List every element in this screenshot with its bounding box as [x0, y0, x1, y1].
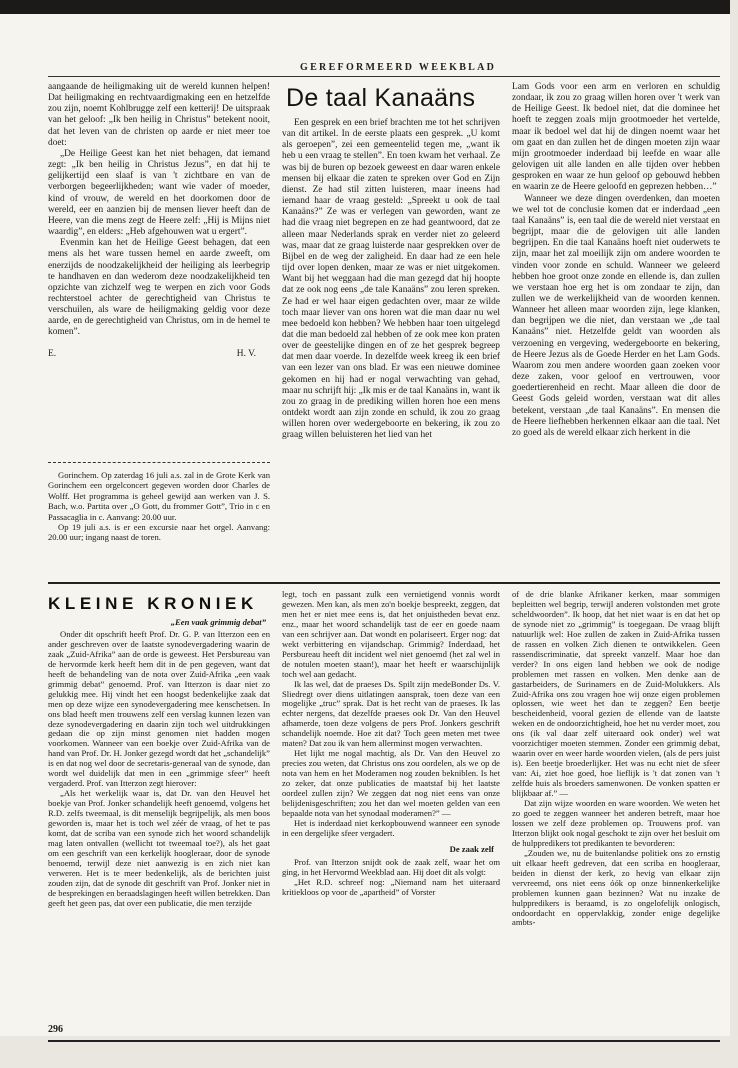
paragraph: Onder dit opschrift heeft Prof. Dr. G. P. van Itterzon een en ander geschreven over de laatste synodevergadering waarin de zaak „Zuid-Afrika” aan de orde is geweest. Het Persbureau van de hervormde kerk heeft hem dit in de pen gegeven, want dat heeft de behandeling van de nota over Zuid-Afrika „een vaak grimmig debat” genoemd. Prof. van Itterzon is daar niet zo gelukkig mee. Hij vindt het een hoogst bedenkelijke zaak dat men op deze wijze een synodevergadering mee kenschetsen. In ons blad heeft men trouwens zelf een verslag kunnen lezen van deze synodevergadering en daarin zijn toch wel uitdrukkingen gedaan die op zijn minst genomen niet hadden mogen voorkomen. Wanneer van een boekje over Zuid-Afrika van de hand van Prof. Dr. H. Jonker gezegd wordt dat het „schandelijk” is en dat nog wel door de secretaris-generaal van de synode, dan wordt wel duidelijk dat men in een „grimmige sfeer” heeft vergaderd. Prof. van Itterzon zegt hierover:: [48, 628, 270, 789]
paragraph: Het is inderdaad niet kerkopbouwend wanneer een synode in een dergelijke sfeer vergadert.: [282, 817, 500, 838]
scan-edge-right: [730, 0, 738, 1068]
column-1-previous-article: [48, 82, 270, 458]
paragraph: „De Heilige Geest kan het niet behagen, dat iemand zegt: „Ik ben heilig in Christus Jezus”, en dat hij te gelijkertijd een slaaf is van 't zichtbare en van de verborgen begeerlijkheden; want wie vader of moeder, kind of vrouw, de wereld en het doorkomen door de wereld, eer en aanzien bij de mensen liever heeft dan de Heere, van die mens zegt de Heere zelf: „Hij is Mijns niet waardig”, en elders: „Heb afgehouwen wat u ergert”.: [48, 148, 270, 238]
kroniek-column-1: [48, 618, 270, 1018]
paragraph: legt, toch en passant zulk een vernietigend vonnis wordt gewezen. Men kan, als men zo'n boekje bespreekt, zeggen, dat men het er niet mee eens is, dat het onjuistheden bevat enz. enz., maar het woord schandelijk tast de eer en goede naam van een schrijver aan. Dat wondt en polariseert. Erger nog: dat wekt verbittering en vijandschap. Grimmig? Inderdaad, het Persbureau heeft dit incident wel niet genoemd (het zal wel in de notulen moeten staan!), maar het heeft er waarschijnlijk toch wel aan gedacht.: [282, 590, 500, 679]
paragraph: „Als het werkelijk waar is, dat Dr. van den Heuvel het boekje van Prof. Jonker schandelijk heeft genoemd, volgens het R.D. zelfs tweemaal, is dit menselijk begrijpelijk, als men boos geworden is, maar het is toch wel zéér de vraag, of het te pas komt, dat de scriba van een synode zich het woord schandelijk mag laten ontvallen (wellicht tot tweemaal toe?), als het gaat om een geschrift van een kerkelijk hoogleraar, door de synode benoemd, terwijl deze niet aanwezig is en zich niet kan verweren. Het is te meer bedenkelijk, als de berichten juist zouden zijn, dat de synode dit geschrift van Prof. Jonker niet in de besprekingen en beraadslagingen heeft willen betrekken. Dan geeft het geen pas, dat over een publicatie, die men terzijde: [48, 788, 270, 908]
column-3-article: [512, 82, 720, 574]
header-rule: [48, 76, 720, 77]
paragraph: Het lijkt me nogal machtig, als Dr. Van den Heuvel zo precies zou weten, dat Christus ons zou oordelen, als we op de nota van hem en het Moderamen nog zouden bekniblen. Is het zo zeker, dat onze publicaties de maatstaf bij het laatste oordeel zullen zijn? We zeggen dat nog niet eens van onze belijdenisgeschriften; zou het dan wel moeten gelden van een bepaalde nota van het synodaal moderamen?” —: [282, 748, 500, 818]
notice-paragraph: Gorinchem. Op zaterdag 16 juli a.s. zal in de Grote Kerk van Gorinchem een orgelconcert gegeven worden door Charles de Wolff. Het programma is geheel gewijd aan werken van J. S. Bach, w.o. Partita over „O Gott, du frommer Gott”, Trio in c en Passacaglia in c. Aanvang: 20.00 uur.: [48, 470, 270, 522]
signature-left: E.: [48, 348, 57, 359]
kroniek-title: KLEINE KRONIEK: [48, 594, 258, 613]
paragraph: Wanneer we deze dingen overdenken, dan moeten we wel tot de conclusie komen dat er inderdaad „een taal Kanaäns” is, een taal die de wereld niet verstaat en begrijpt, maar die de gelovigen uit alle landen begrijpen. En die taal Kanaäns hoeft niet ouderwets te zijn, maar het zal moeilijk zijn om andere woorden te vinden voor zonde en schuld. Wanneer we geleerd hebben hoe groot onze zonde en ellende is, dan zullen we verstaan hoe erg het is om zondaar te zijn, dan zullen we de werkelijkheid van de woorden kennen. Wanneer het alleen maar woorden zijn, lege klanken, dan begrijpen we die niet, dan verstaan we „de taal Kanaäns” niet. Hetzelfde geldt van woorden als verzoening en vergeving, wedergeboorte en bekering, de Heere Jezus als de Goede Herder en het Lam Gods. Waarom zou men andere woorden gaan zoeken voor deze zaken, voor geloof en vertrouwen, voor goedertierenheid en recht. Maar alleen die door de Geest Gods geleid worden, verstaan wat dit alles betekent, verstaan „de taal Kanaäns”. En mensen die de Heere liefhebben herkennen elkaar aan die taal. Net zo goed als de wereld elkaar zich herkent in die: [512, 193, 720, 438]
column-2-article: [282, 82, 500, 574]
paragraph: Dat zijn wijze woorden en ware woorden. We weten het zo goed te zeggen wanneer het anderen betreft, maar hoe lossen we zelf deze problemen op. Trouwens prof. van Itterzon blijkt ook nogal geschokt te zijn over het besluit om de hulppredikers tot predikanten te bevorderen:: [512, 798, 720, 848]
paragraph: Prof. van Itterzon snijdt ook de zaak zelf, waar het om ging, in het Hervormd Weekblad aan. Hij doet dit als volgt:: [282, 856, 500, 877]
section-subhead: De zaak zelf: [449, 843, 494, 854]
section-rule: [48, 582, 720, 584]
paragraph: aangaande de heiligmaking uit de wereld kunnen helpen! Dat heiligmaking en rechtvaardigmaking een en hetzelfde zou zijn, noemt Kohlbrugge zelf een ketterij! De uitspraak van het geloof: „Ik ben heilig in Christus” betekent nooit, dat het leven van de christen op aarde er niet meer toe doet:: [48, 82, 270, 148]
kroniek-column-3: [512, 590, 720, 1020]
article-title: De taal Kanaäns: [286, 84, 476, 112]
kroniek-subtitle: „Een vaak grimmig debat”: [170, 618, 266, 627]
concert-notice: [48, 470, 270, 543]
notice-paragraph: Op 19 juli a.s. is er een excursie naar het orgel. Aanvang: 20.00 uur; ingang naast de toren.: [48, 522, 270, 543]
signature-right: H. V.: [236, 348, 256, 359]
page-number: 296: [48, 1024, 63, 1035]
paragraph: Lam Gods voor een arm en verloren en schuldig zondaar, ik zou zo graag willen horen over 't werk van de Heilige Geest. Ik bedoel niet, dat die dominee het hoeft te zeggen zoals mijn grootmoeder het vertelde, maar ik bedoel wel dat hij de dingen noemt waar het om gaat en dan zullen het de dingen moeten zijn waar mijn grootmoeder inderdaad bij leefde en waar alle gelovigen uit alle landen en alle tijden over hebben gesproken en waar ze hun geloof op gebouwd hebben en waarin ze de Heere geloofd en geprezen hebben…”: [512, 82, 720, 193]
paragraph: Een gesprek en een brief brachten me tot het schrijven van dit artikel. In de eerste plaats een gesprek. „U komt als geroepen”, zei een gemeentelid tegen me, „want ik heb u een vraag te stellen”. En toen kwam het verhaal. Ze was bij de buren op bezoek geweest en daar waren enkele mensen bij elkaar die zaten te spreken over God en Zijn dienst. Ze had stil zitten luisteren, maar ineens had iemand haar de vraag gesteld: „Spreekt u ook de taal Kanaäns?” Ze was er verlegen van geworden, want ze had die vraag niet begrepen en ze had geantwoord, dat ze alleen maar Nederlands sprak en verder niet zo geleerd was, maar dat ze graag luisterde naar gesprekken over de Bijbel en de weg der zaligheid. En daar had ze een hele tijd over lopen denken, maar ze was er niet uitgekomen. Want bij het weggaan had die man gezegd dat hij hoopte dat ze ook nog eens „de tale Kanaäns” zou leren spreken. Ze had er wel haar eigen gedachten over, maar ze wilde toch maar liever van ons horen wat die man daar nu wel mee bedoeld kon hebben? We hebben haar toen uitgelegd dat die man bedoeld zal hebben of ze ook mee kon praten over de geestelijke dingen en of ze het gesprek begreep dat men daar voerde. In dezelfde week kreeg ik een brief van een lezer van ons blad. Er was een nieuwe dominee gekomen en hij had er nogal verwachting van gehad, maar nu schrijft hij: „Ik mis er de taal Kanaäns in, want ik zou zo graag in de prediking willen horen hoe een mens ontdekt wordt aan zijn zonde en schuld, ik zou zo graag willen horen over wedergeboorte en bekering, ik zou zo graag willen beluisteren het lied van het: [282, 118, 500, 441]
footer-rule: [48, 1040, 720, 1042]
paragraph: Evenmin kan het de Heilige Geest behagen, dat een mens als het ware tussen hemel en aarde zweeft, om enerzijds de noodzakelijkheid der heiliging als leerbegrip te handhaven en dan wederom deze noodzakelijkheid ten opzichte van zichzelf weg te werpen en zich voor Gods rechterstoel achter de gerechtigheid van Christus te verschuilen, als ware de heiligmaking geldig voor deze aarde, en de gerechtigheid van Christus, om in de hemel te komen”.: [48, 238, 270, 338]
dashed-divider: [48, 462, 270, 463]
paragraph: „Zouden we, nu de buitenlandse politiek ons zo ernstig uit elkaar heeft gedreven, dat een scriba en hoogleraar, beiden in dienst der kerk, zo hevig van elkaar zijn vervreemd, ons niet eens óók op onze binnenkerkelijke problemen kunnen gaan bezinnen? Wat nu inzake de hulppredikers is beraamd, is zo ongelofelijk onlogisch, ondoordacht en oppervlakkig, zonder enige degelijke ambts-: [512, 847, 720, 928]
kroniek-column-2: [282, 590, 500, 1020]
paragraph: Ik las wel, dat de praeses Ds. Spilt zijn medeBonder Ds. V. Sliedregt over diens uitlatingen aansprak, toen deze van een mogelijke „truc” sprak. Dat is het recht van de praeses. Ik las echter nergens, dat dezelfde praeses ook Dr. Van den Heuvel afhamerde, toen deze volgens de pers Prof. Jonkers geschrift schandelijk noemde. Hoe zit dat? Toch geen meten met twee maten? Dat zou ik van hem allerminst mogen verwachten.: [282, 678, 500, 749]
paragraph: „Het R.D. schreef nog: „Niemand nam het uiteraard kritiekloos op voor de „apartheid” of Vorster: [282, 876, 500, 897]
signature-line: [48, 349, 270, 360]
paragraph: of de drie blanke Afrikaner kerken, maar sommigen bepleitten wel begrip, terwijl anderen volstonden met grote scheldwoorden”. Ik hoop, dat het niet waar is en dat het op de synode niet zo „grimmig” is toegegaan. De vraag blijft natuurlijk wel: Hoe zullen de zaken in Zuid-Afrika tussen de rassen en volken Zich dienen te ontwikkelen. Geen rassendiscriminatie, dat spreekt vanzelf. Maar hoe dan verder? In ons eigen land hebben we ook de nodige problemen met rassen en volken. Men denke aan de gastarbeiders, de Surinamers en de Zuid-Molukkers. Als Zuid-Afrika ons zou vragen hoe wij onze eigen problemen oplossen, wie weet het dan te zeggen? Een beetje bescheidenheid, vooral gezien de ellende van de laatste weken en de ondoorzichtigheid, hoe het nu verder moet, zou ons (ik val daar zelf uiteraard ook onder) wel wat voorzichtiger moeten stemmen. Zonder een grimmig debat, waarin over en weer harde woorden vielen, (als de pers juist is). Een beetje broederlijker. Het was nu echt niet de sfeer van: Ai, ziet hoe goed, hoe lieflijk is 't dat zonen van 't zelfde huis als broeders samenwonen. De vonken spatten er blijkbaar af.” —: [512, 590, 720, 799]
running-head: GEREFORMEERD WEEKBLAD: [300, 62, 497, 73]
scan-edge-top: [0, 0, 738, 14]
